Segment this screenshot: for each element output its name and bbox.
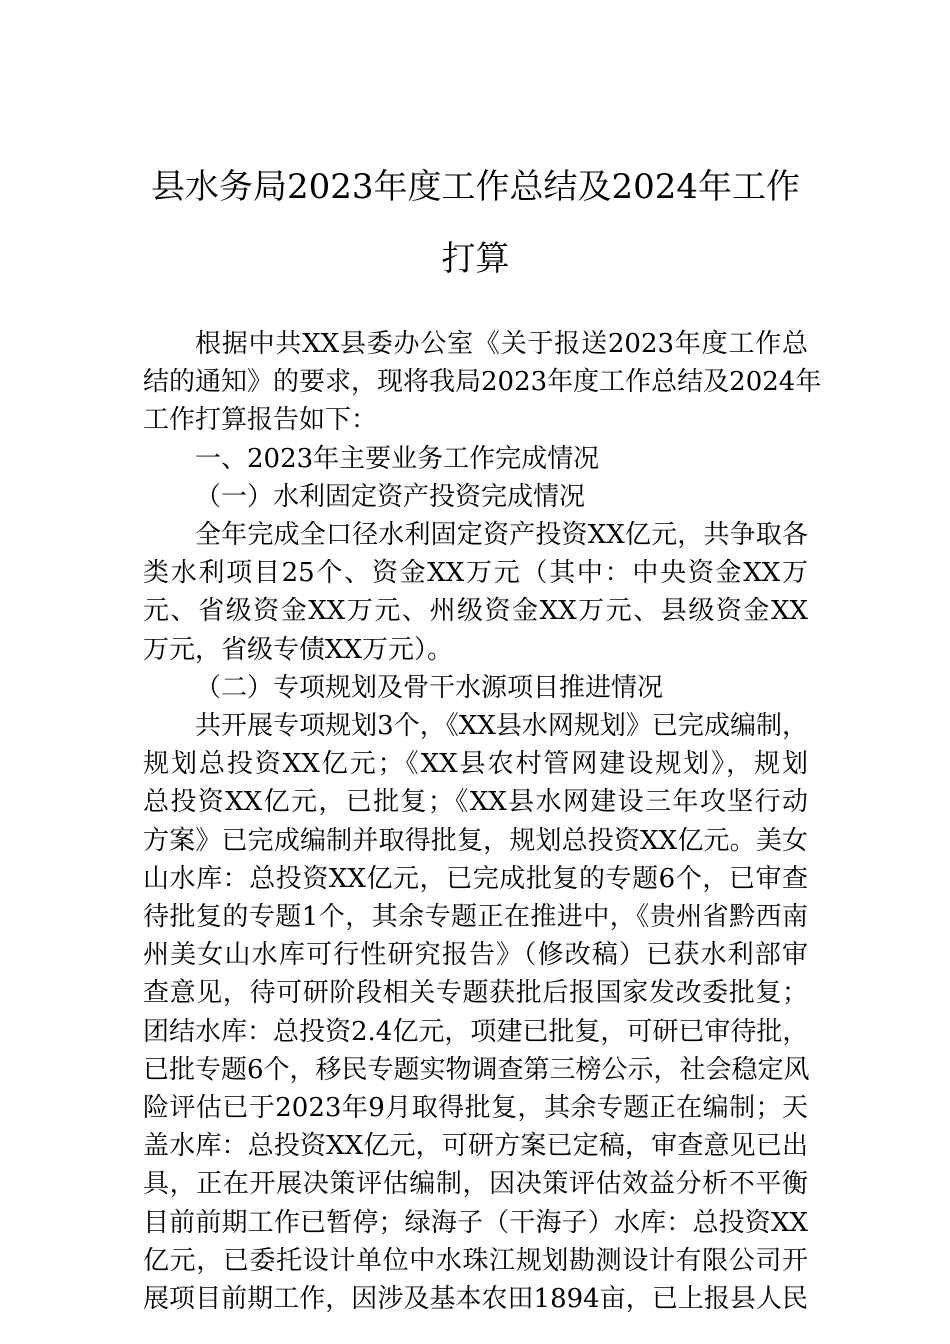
body-text-line: 展项目前期工作，因涉及基本农田1894亩，已上报县人民 xyxy=(143,1284,808,1314)
body-text-line: 查意见，待可研阶段相关专题获批后报国家发改委批复； xyxy=(143,978,808,1009)
body-text-line: 已批专题6个，移民专题实物调查第三榜公示，社会稳定风 xyxy=(143,1054,810,1085)
body-text-line: 万元，省级专债XX万元）。 xyxy=(143,634,454,665)
document-title-line-1: 县水务局2023年度工作总结及2024年工作 xyxy=(150,167,801,207)
body-text-line: 待批复的专题1个，其余专题正在推进中，《贵州省黔西南 xyxy=(143,902,808,932)
body-text-line: 团结水库：总投资2.4亿元，项建已批复，可研已审待批， xyxy=(143,1016,809,1047)
body-text-line: 具，正在开展决策评估编制，因决策评估效益分析不平衡 xyxy=(143,1169,808,1200)
body-text-line: 方案》已完成编制并取得批复，规划总投资XX亿元。美女 xyxy=(143,825,808,856)
body-text-line: 元、省级资金XX万元、州级资金XX万元、县级资金XX xyxy=(143,596,808,627)
body-text-line: （一）水利固定资产投资完成情况 xyxy=(195,481,586,512)
body-text-line: 规划总投资XX亿元；《XX县农村管网建设规划》，规划 xyxy=(143,749,808,780)
body-text-line: 一、2023年主要业务工作完成情况 xyxy=(195,443,600,474)
body-text-line: 目前前期工作已暂停；绿海子（干海子）水库：总投资XX xyxy=(143,1207,808,1238)
body-text-line: 亿元，已委托设计单位中水珠江规划勘测设计有限公司开 xyxy=(143,1245,808,1276)
body-text-line: 工作打算报告如下： xyxy=(143,405,378,436)
body-text-line: 险评估已于2023年9月取得批复，其余专题正在编制；天 xyxy=(143,1093,808,1123)
body-text-line: 州美女山水库可行性研究报告》（修改稿）已获水利部审 xyxy=(143,940,808,971)
body-text-line: 类水利项目25个、资金XX万元（其中：中央资金XX万 xyxy=(143,558,808,589)
body-text-line: 总投资XX亿元，已批复；《XX县水网建设三年攻坚行动 xyxy=(143,787,808,818)
body-text-line: 山水库：总投资XX亿元，已完成批复的专题6个，已审查 xyxy=(143,863,808,894)
body-text-line: 盖水库：总投资XX亿元，可研方案已定稿，审查意见已出 xyxy=(143,1131,808,1162)
body-text-line: 全年完成全口径水利固定资产投资XX亿元，共争取各 xyxy=(195,520,808,550)
body-text-line: 共开展专项规划3个，《XX县水网规划》已完成编制， xyxy=(195,711,808,741)
body-text-line: （二）专项规划及骨干水源项目推进情况 xyxy=(195,672,664,703)
body-text-line: 根据中共XX县委办公室《关于报送2023年度工作总 xyxy=(195,329,808,359)
document-title-line-2: 打算 xyxy=(441,239,510,279)
body-text-line: 结的通知》的要求，现将我局2023年度工作总结及2024年 xyxy=(143,367,822,398)
